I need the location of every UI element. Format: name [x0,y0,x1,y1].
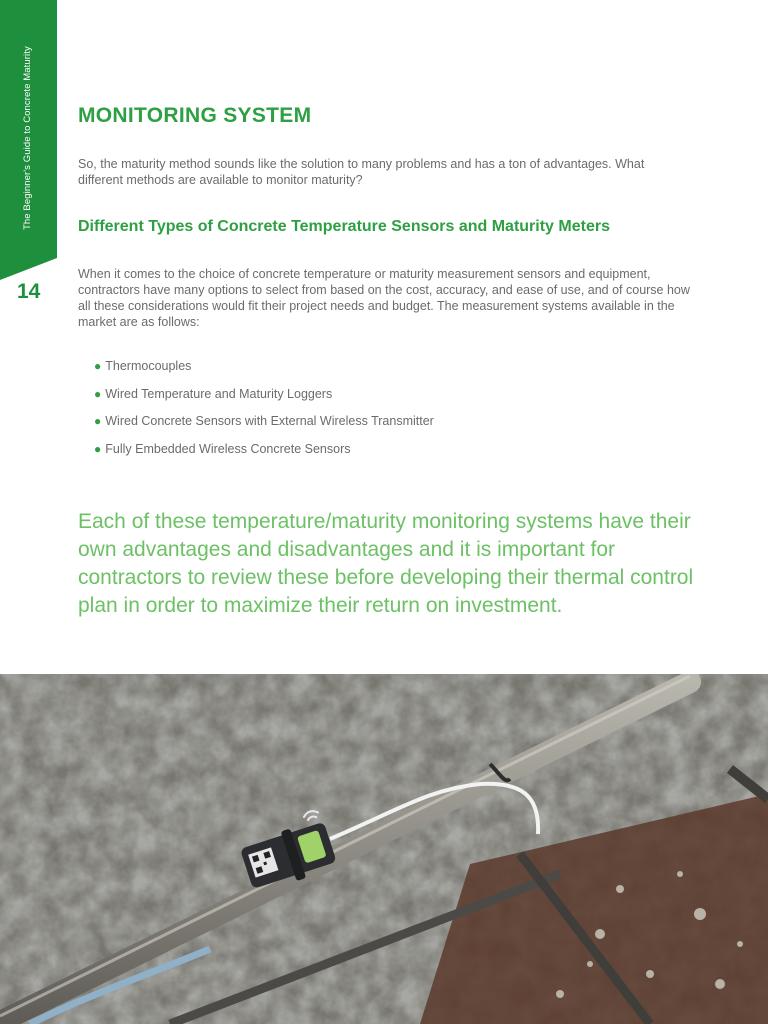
list-item-label: Thermocouples [105,359,192,373]
callout-quote: Each of these temperature/maturity monitoring systems have their own advantages and disadvantages and it is important for contractors to review these before developing their thermal control plan in order to maximize their return on investment. [78,510,694,617]
list-item-label: Fully Embedded Wireless Concrete Sensors [105,441,351,456]
bullet-icon: ● [94,386,102,401]
body-paragraph: When it comes to the choice of concrete temperature or maturity measurement sensors and equipment, contractors have many options to select from based on the cost, accuracy, and ease of use, and of course how all these considerations would fit their project needs and budget. The measurement systems available in the market are as follows: [78,267,690,329]
side-tab-notch [0,258,57,280]
page-title: MONITORING SYSTEM [78,104,312,127]
page-number: 14 [17,280,41,303]
bullet-icon: ● [94,414,102,428]
section-subheading: Different Types of Concrete Temperature Sensors and Maturity Meters [78,218,610,235]
bullet-icon: ● [94,441,102,456]
bullet-icon: ● [94,359,102,373]
concrete-sensor-illustration [0,674,768,1024]
list-item [94,384,434,412]
list-item-label: Wired Concrete Sensors with External Wireless Transmitter [105,414,434,428]
sensor-photo [0,674,768,1024]
intro-paragraph: So, the maturity method sounds like the solution to many problems and has a ton of advantages. What different methods are available to monitor maturity? [78,157,645,187]
sensor-list [94,356,434,466]
guide-title: The Beginner's Guide to Concrete Maturity [22,46,33,230]
list-item [94,411,434,439]
list-item-label: Wired Temperature and Maturity Loggers [105,386,333,401]
list-item [94,439,434,467]
list-item [94,356,434,384]
